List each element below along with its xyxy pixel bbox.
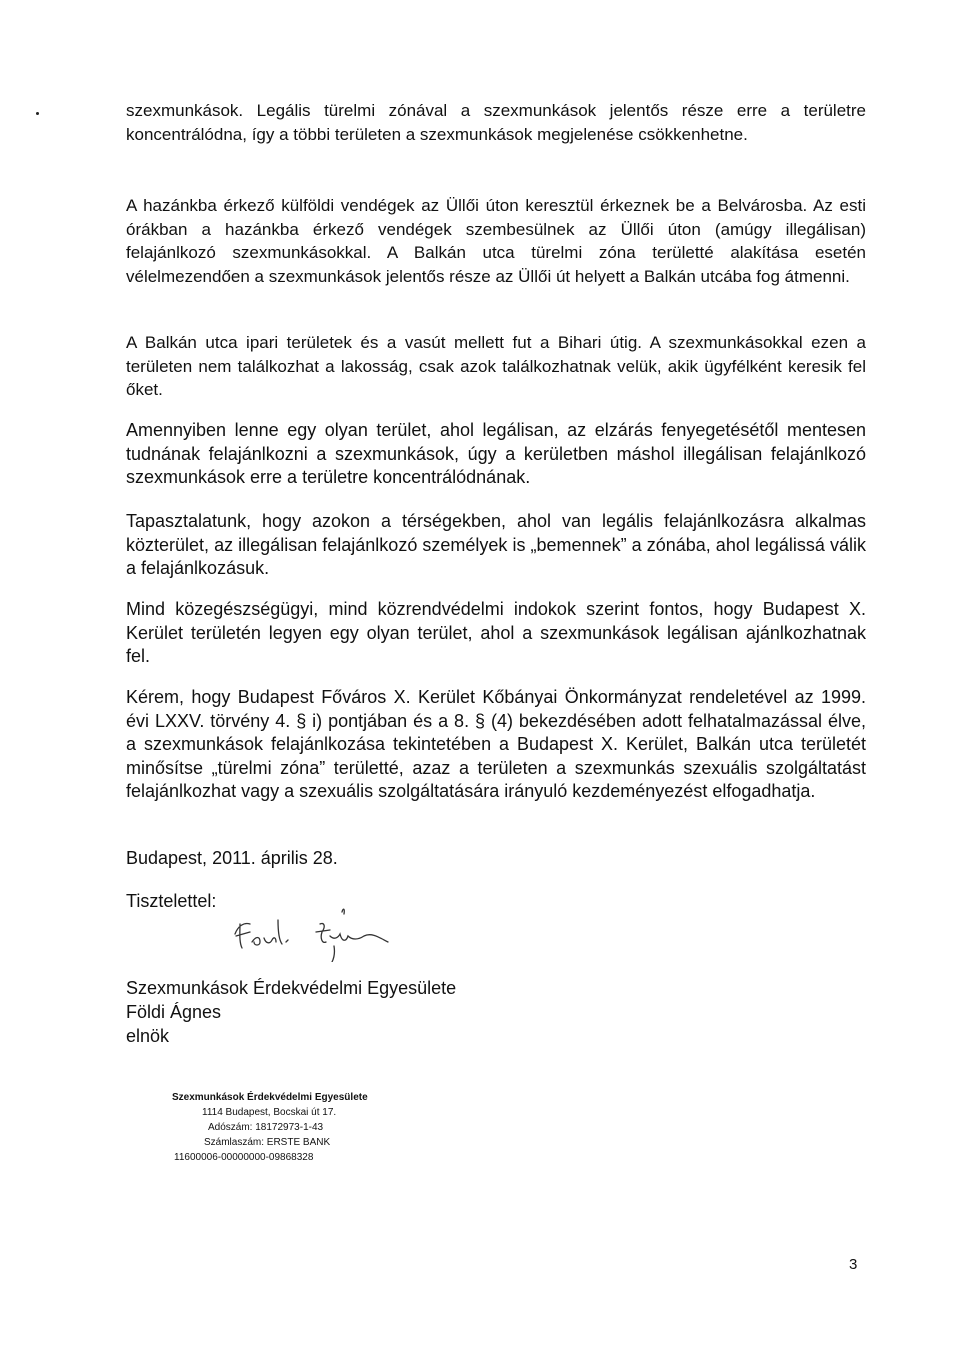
paragraph-7: Kérem, hogy Budapest Főváros X. Kerület Kőbányai Önkormányzat rendeletével az 1999. évi LXXV. törvény 4. § i) pontjában és a 8. § (4) bekezdésében adott felhatalmazással élve, a szexmunkások felajánlkozása tekintetében a Budapest X. Kerület, Balkán utca területét minősítse „türelmi zóna” területté, azaz a területen a szexmunkás szexuális szolgáltatást felajánlkozhat vagy a szexuális szolgáltatására irányuló kezdeményezést elfogadhatja. bbox=[126, 687, 866, 802]
stamp-tax-number: Adószám: 18172973-1-43 bbox=[208, 1122, 324, 1133]
closing-line: Tisztelettel: bbox=[126, 891, 217, 911]
signatory-name: Földi Ágnes bbox=[126, 1002, 222, 1022]
paragraph-2: A hazánkba érkező külföldi vendégek az Üllői úton keresztül érkeznek be a Belvárosba. Az esti órákban a hazánkba érkező vendégek szembesülnek az Üllői úton (amúgy illegálisan) felajánlkozó szexmunkásokkal. A Balkán utca türelmi zóna területté alakítása esetén vélelmezendően a szexmunkások jelentős része az Üllői út helyett a Balkán utcába fog átmenni. bbox=[126, 196, 866, 286]
paragraph-4: Amennyiben lenne egy olyan terület, ahol legálisan, az elzárás fenyegetésétől mentesen tudnának felajánlkozni a szexmunkások, úgy a kerületben máshol illegálisan felajánlkozó szexmunkások erre a területre koncentrálódnának. bbox=[126, 420, 866, 488]
stamp-name: Szexmunkások Érdekvédelmi Egyesülete bbox=[172, 1092, 368, 1103]
organization-stamp bbox=[172, 1090, 432, 1165]
stamp-account: 11600006-00000000-09868328 bbox=[174, 1152, 314, 1163]
paragraph-5: Tapasztalatunk, hogy azokon a térségekben, ahol van legális felajánlkozásra alkalmas közterület, az illegálisan felajánlkozó személyek is „bemennek” a zónába, ahol legálissá válik a felajánlkozásuk. bbox=[126, 511, 866, 579]
paragraph-1: szexmunkások. Legális türelmi zónával a szexmunkások jelentős része erre a területre koncentrálódna, így a többi területen a szexmunkások megjelenése csökkenhetne. bbox=[126, 101, 866, 144]
date-line: Budapest, 2011. április 28. bbox=[126, 848, 338, 868]
paragraph-3: A Balkán utca ipari területek és a vasút mellett fut a Bihari útig. A szexmunkásokkal ezen a területen nem találkozhat a lakosság, csak azok találkozhatnak velük, akik ügyfélként keresik fel őket. bbox=[126, 333, 866, 400]
scan-artifact-dot bbox=[36, 112, 39, 115]
handwritten-signature bbox=[230, 902, 430, 962]
signatory-organization: Szexmunkások Érdekvédelmi Egyesülete bbox=[126, 978, 457, 998]
paragraph-6: Mind közegészségügyi, mind közrendvédelmi indokok szerint fontos, hogy Budapest X. Kerület területén legyen egy olyan terület, ahol a szexmunkások legálisan ajánlkozhatnak fel. bbox=[126, 599, 866, 667]
stamp-address: 1114 Budapest, Bocskai út 17. bbox=[202, 1107, 337, 1118]
stamp-bank: Számlaszám: ERSTE BANK bbox=[204, 1137, 331, 1148]
signatory-title: elnök bbox=[126, 1026, 170, 1046]
page-number: 3 bbox=[849, 1256, 858, 1273]
